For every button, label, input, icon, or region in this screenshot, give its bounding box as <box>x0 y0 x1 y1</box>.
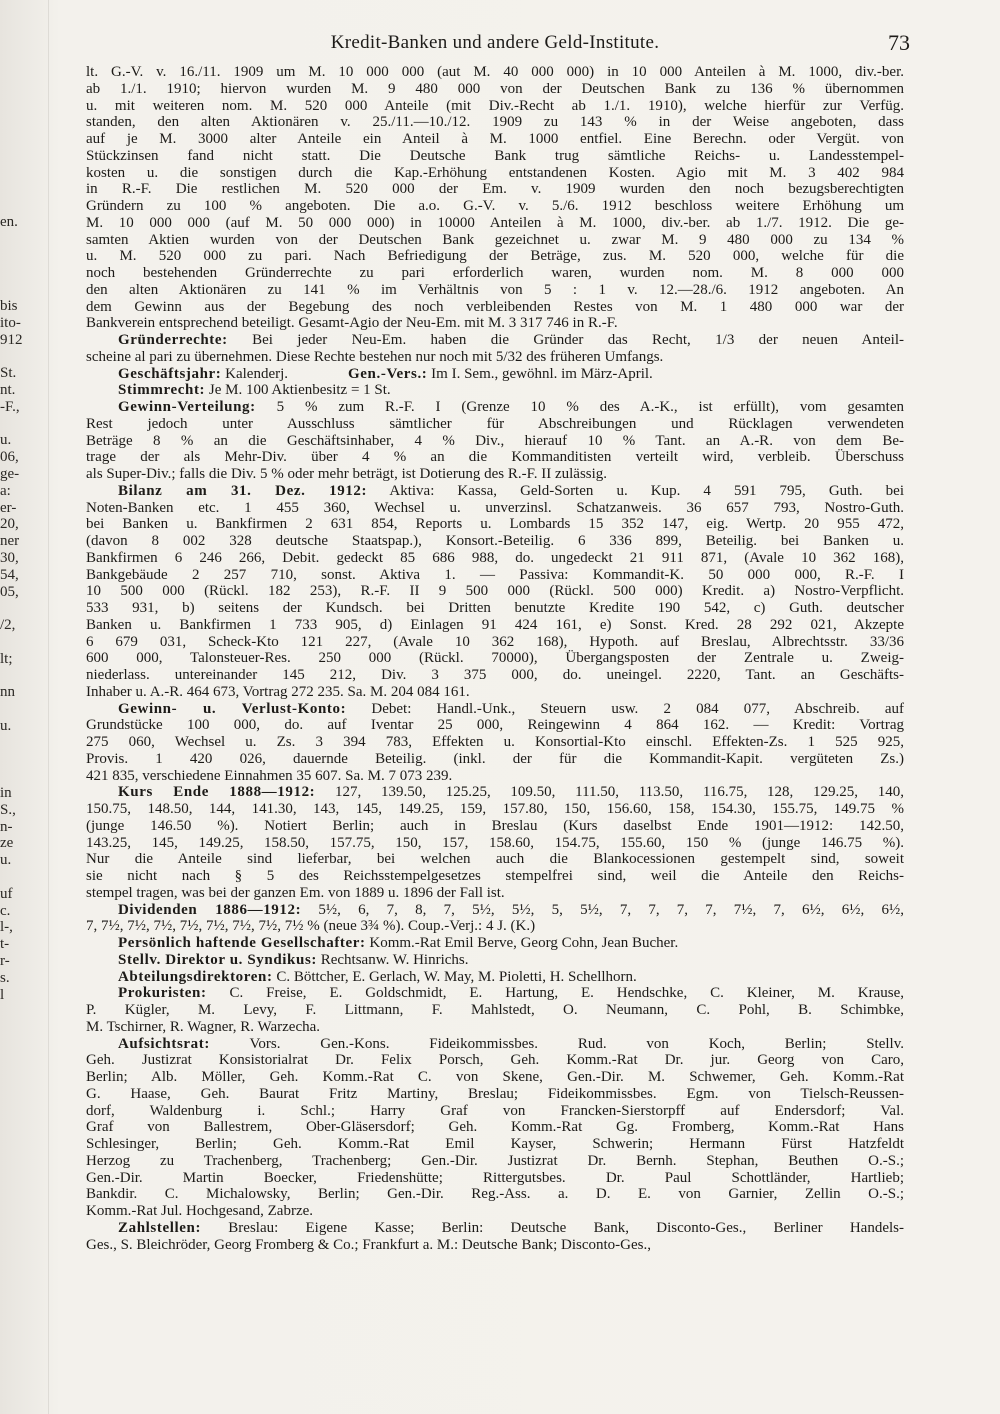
bilanz-line <box>86 617 904 634</box>
kurs-line <box>86 818 904 835</box>
paragraph-line: auf je M. 3000 alter Anteile ein Anteil à M. 1000 entfiel. Eine Berechn. oder Vergüt. von <box>86 131 904 147</box>
section-dividenden <box>86 902 904 936</box>
text-line: M. Tschirner, R. Wagner, R. Warzecha. <box>86 1018 321 1035</box>
text-line: Herzog zu Trachenberg, Trachenberg; Gen.-Dir. Justizrat Dr. Bernh. Stephan, Beuthen O.-S.; <box>86 1152 904 1169</box>
gewinnverteilung-line <box>86 416 904 433</box>
text-line: 127, 139.50, 125.25, 109.50, 111.50, 113.50, 116.75, 128, 129.25, 140, <box>315 784 904 801</box>
label-kurs: Kurs Ende 1888—1912: <box>118 784 316 801</box>
text-line: als Super-Div.; falls die Div. 5 % oder mehr beträgt, ist Dotierung des R.-F. II zulässig. <box>86 466 608 482</box>
text-line: Graf von Ballestrem, Ober-Gläsersdorf; Geh. Komm.-Rat Gg. Fromberg, Komm.-Rat Hans <box>86 1119 904 1136</box>
gewinnverteilung-line <box>86 466 904 483</box>
label-abteilung: Abteilungsdirektoren: <box>118 968 273 985</box>
header-title: Kredit-Banken und andere Geld-Institute. <box>330 32 660 53</box>
text-line: 10 500 000 (Rückl. 182 253), R.-F. II 9 500 000 (Rückl. 500 000) Kredit. a) Nostro-Verpflicht. <box>86 583 904 600</box>
section-abteilungsdirektoren <box>86 969 904 986</box>
label-dividenden: Dividenden 1886—1912: <box>118 901 302 918</box>
margin-fragment <box>0 164 44 181</box>
text-line: 143.25, 145, 149.25, 158.50, 157.75, 150, 157, 158.60, 154.75, 155.60, 150 % (junge 146.75 %). <box>86 834 904 851</box>
zahlstellen-line <box>86 1220 904 1237</box>
aufsichtsrat-line <box>86 1119 904 1136</box>
margin-fragment: S., <box>0 801 16 818</box>
text-abteilung: C. Böttcher, E. Gerlach, W. May, M. Pioletti, H. Schellhorn. <box>272 968 637 985</box>
margin-fragment <box>0 416 44 433</box>
bilanz-line <box>86 650 904 667</box>
margin-fragment: u. <box>0 852 12 869</box>
margin-fragment <box>0 735 44 752</box>
paragraph-line: Gründern zu 100 % angeboten. Die a.o. G.-V. v. 5./6. 1912 beschloss weitere Erhöhung um <box>86 198 904 214</box>
main-text <box>86 64 904 1253</box>
margin-fragment: ner <box>0 533 20 550</box>
text-genvers: Im I. Sem., gewöhnl. im März-April. <box>427 365 653 382</box>
margin-fragment: r- <box>0 953 10 970</box>
margin-fragment: /2, <box>0 617 16 634</box>
bilanz-line <box>86 550 904 567</box>
aufsichtsrat-line <box>86 1136 904 1153</box>
kurs-line <box>86 835 904 852</box>
text-line: (junge 146.50 %). Notiert Berlin; auch in Breslau (Kurs daselbst Ende 1901—1912: 142.50, <box>86 817 904 834</box>
bilanz-line <box>86 583 904 600</box>
margin-fragment <box>0 768 44 785</box>
text-line: Gen.-Dir. Martin Boecker, Friedenshütte; Rittergutsbes. Dr. Paul Schottländer, Hartlieb; <box>86 1169 904 1186</box>
bilanz-line <box>86 634 904 651</box>
aufsichtsrat-line <box>86 1036 904 1053</box>
adjacent-page-fragments <box>0 130 44 1330</box>
text-line: Inhaber u. A.-R. 464 673, Vortrag 272 235. Sa. M. 204 084 161. <box>86 683 470 700</box>
text-line: Schlesinger, Berlin; Geh. Komm.-Rat Emil Kayser, Schwerin; Hermann Fürst Hatzfeldt <box>86 1136 904 1152</box>
margin-fragment: n- <box>0 818 13 835</box>
text-line: 5 % zum R.-F. I (Grenze 10 % des A.-K., ist erfüllt), vom gesamten <box>255 399 904 415</box>
prokuristen-line <box>86 1019 904 1036</box>
text-line: scheine al pari zu übernehmen. Diese Rechte bestehen nur noch mit 5/32 des früheren Umfangs. <box>86 348 664 365</box>
page-number: 73 <box>888 30 910 55</box>
bilanz-line <box>86 567 904 584</box>
kurs-line <box>86 784 904 801</box>
label-zahlstellen: Zahlstellen: <box>118 1219 202 1236</box>
text-line: Komm.-Rat Jul. Hochgesand, Zabrze. <box>86 1203 314 1219</box>
paragraph-line: den alten Aktionären zu 141 % im Verhältnis von 5 : 1 v. 12.—28./6. 1912 angeboten. An <box>86 281 904 298</box>
paragraph-line: samten Aktien wurden von der Deutschen Bank gezeichnet u. zwar M. 9 480 000 zu 134 % <box>86 231 904 248</box>
margin-fragment: bis <box>0 297 18 314</box>
kurs-line <box>86 801 904 818</box>
margin-fragment <box>0 248 44 265</box>
kurs-line <box>86 885 904 902</box>
margin-fragment <box>0 348 44 365</box>
text-line: C. Freise, E. Goldschmidt, E. Hartung, E. Hendschke, C. Kleiner, M. Krause, <box>206 985 904 1002</box>
paragraph-line: lt. G.-V. v. 16./11. 1909 um M. 10 000 000 (aut M. 40 000 000) in 10 000 Anteilen à M. 1000, div.-ber. <box>86 64 904 80</box>
section-zahlstellen <box>86 1220 904 1254</box>
text-line: P. Kügler, M. Levy, F. Littmann, F. Mahlstedt, O. Neumann, C. Pohl, B. Schimbke, <box>86 1002 904 1018</box>
guv-line <box>86 768 904 785</box>
section-persoenlich-haftende <box>86 935 904 952</box>
paragraph-line: Stückzinsen fand nicht statt. Die Deutsche Bank trug sämtliche Reichs- u. Landesstempel- <box>86 147 904 164</box>
page-gutter <box>48 0 49 1414</box>
label-stimmrecht: Stimmrecht: <box>118 382 206 399</box>
aufsichtsrat-line <box>86 1086 904 1103</box>
text-geschaeftsjahr: Kalenderj. <box>221 365 289 382</box>
margin-fragment: c. <box>0 902 11 919</box>
margin-fragment: 05, <box>0 583 19 600</box>
paragraph-line: Bankverein entsprechend beteiligt. Gesamt-Agio der Neu-Em. mit M. 3 317 746 in R.-F. <box>86 315 618 332</box>
margin-fragment: 54, <box>0 566 19 583</box>
guv-line <box>86 701 904 718</box>
text-line: G. Haase, Geh. Baurat Fritz Martiny, Breslau; Fideikommissbes. Egm. von Tielsch-Reussen- <box>86 1085 904 1102</box>
section-stellv-direktor <box>86 952 904 969</box>
text-line: Provis. 1 420 026, dauernde Beteilig. (inkl. der für die Kommandit-Kapit. vergüteten Zs.) <box>86 750 904 767</box>
text-line: Debet: Handl.-Unk., Steuern usw. 2 084 077, Abschreib. auf <box>346 700 904 717</box>
running-header <box>80 28 910 58</box>
text-line: Grundstücke 100 000, do. auf Iventar 25 000, Reingewinn 4 864 162. — Kredit: Vortrag <box>86 717 904 734</box>
text-line: Bankdir. C. Michalowsky, Berlin; Gen.-Dir. Reg.-Ass. a. D. E. von Garnier, Zellin O.-S.; <box>86 1186 904 1203</box>
paragraph-line: dem Gewinn aus der Begebung des noch verbleibenden Restes von M. 1 480 000 war der <box>86 298 904 315</box>
bilanz-line <box>86 667 904 684</box>
aufsichtsrat-line <box>86 1069 904 1086</box>
margin-fragment <box>0 130 44 147</box>
margin-fragment <box>0 281 44 298</box>
text-line: 533 931, b) seitens der Kundsch. bei Dritten benutzte Kredite 190 542, c) Guth. deutscher <box>86 600 904 616</box>
aufsichtsrat-line <box>86 1186 904 1203</box>
text-line: 275 060, Wechsel u. Zs. 3 394 783, Effekten u. Konsortial-Kto einschl. Effekten-Zs. 1 525 925, <box>86 734 904 750</box>
paragraph-line: u. M. 520 000 zu pari. Nach Befriedigung der Beträge, zus. M. 520 000, welche für die <box>86 248 904 265</box>
section-prokuristen <box>86 985 904 1035</box>
text-line: 5½, 6, 7, 8, 7, 5½, 5½, 5, 5½, 7, 7, 7, 7, 7½, 7, 6½, 6½, 6½, <box>301 901 904 918</box>
margin-fragment: l-, <box>0 919 13 936</box>
bilanz-line <box>86 516 904 533</box>
margin-fragment: 20, <box>0 516 19 533</box>
label-stellv: Stellv. Direktor u. Syndikus: <box>118 951 317 968</box>
label-prokuristen: Prokuristen: <box>118 985 207 1002</box>
text-line: Banken u. Bankfirmen 1 733 905, d) Einlagen 91 424 161, e) Sonst. Kred. 28 292 021, Akzepte <box>86 616 904 633</box>
label-bilanz: Bilanz am 31. Dez. 1912: <box>118 482 368 499</box>
text-line: (davon 8 002 328 deutsche Staatspap.), Konsort.-Beteilig. 6 336 899, Beteilig. bei Banken u. <box>86 533 904 549</box>
text-line: 7, 7½, 7½, 7½, 7½, 7½, 7½, 7½, 7½ % (neue 3¾ %). Coup.-Verj.: 4 J. (K.) <box>86 918 536 935</box>
paragraph-line: u. mit weiteren nom. M. 520 000 Anteile (mit Div.-Recht ab 1./1. 1910), welche hierfür zur Verfüg. <box>86 97 904 114</box>
label-aufsichtsrat: Aufsichtsrat: <box>118 1035 210 1052</box>
margin-fragment: u. <box>0 717 12 734</box>
label-gewinnverteilung: Gewinn-Verteilung: <box>118 399 256 415</box>
margin-fragment <box>0 147 44 164</box>
guv-line <box>86 717 904 734</box>
section-aufsichtsrat <box>86 1036 904 1220</box>
text-line: Geh. Justizrat Konsistorialrat Dr. Felix Porsch, Geh. Komm.-Rat Dr. jur. Georg von Caro, <box>86 1052 904 1069</box>
bilanz-line <box>86 600 904 617</box>
paragraph-line: M. 10 000 000 (auf M. 50 000 000) in 10000 Anteilen à M. 1000, div.-ber. ab 1./7. 1912. Die ge- <box>86 214 904 231</box>
text-line: Breslau: Eigene Kasse; Berlin: Deutsche Bank, Disconto-Ges., Berliner Handels- <box>201 1219 904 1236</box>
aufsichtsrat-line <box>86 1153 904 1170</box>
margin-fragment <box>0 600 44 617</box>
text-line: sie nicht nach § 5 des Reichsstempelgesetzes stempelfrei sind, weil die Anteile den Reichs- <box>86 868 904 884</box>
label-guv: Gewinn- u. Verlust-Konto: <box>118 700 347 717</box>
text-line: 6 679 031, Scheck-Kto 121 227, (Avale 10 362 168), Hypoth. auf Breslau, Albrechtsstr. 33/36 <box>86 633 904 650</box>
margin-fragment: a: <box>0 482 11 499</box>
margin-fragment: ge- <box>0 465 20 482</box>
margin-fragment: er- <box>0 499 17 516</box>
margin-fragment <box>0 634 44 651</box>
bilanz-line <box>86 684 904 701</box>
margin-fragment: 30, <box>0 549 19 566</box>
zahlstellen-line <box>86 1237 904 1254</box>
text-line: Beträge 8 % an die Geschäftsinhaber, 4 % Div., hierauf 10 % Tant. an A.-R. von dem Be- <box>86 432 904 449</box>
paragraph-line: standen, den alten Aktionären v. 25./11.—10./12. 1909 zu 143 % in der Weise angeboten, dass <box>86 114 904 131</box>
text-line: trage der als Mehr-Div. über 4 % an die Kommanditisten verteilt wird, verbleib. Überschuss <box>86 449 904 466</box>
paragraph-line: noch bestehenden Gründerrechte zu pari erforderlich waren, wurden nom. M. 8 000 000 <box>86 265 904 281</box>
margin-fragment <box>0 869 44 886</box>
bilanz-line <box>86 483 904 500</box>
text-line: Nur die Anteile sind lieferbar, bei welchen auch die Blankocessionen gestempelt sind, soweit <box>86 851 904 868</box>
text-line: 600 000, Talonsteuer-Res. 250 000 (Rückl. 70000), Übergangsposten der Zentrale u. Zweig- <box>86 650 904 667</box>
gewinnverteilung-line <box>86 449 904 466</box>
section-gewinn-verlust-konto <box>86 701 904 785</box>
margin-fragment: in <box>0 785 12 802</box>
text-stellv: Rechtsanw. W. Hinrichs. <box>316 951 469 968</box>
text-stimmrecht: Je M. 100 Aktienbesitz = 1 St. <box>205 382 391 399</box>
dividenden-line <box>86 918 904 935</box>
label-genvers: Gen.-Vers.: <box>348 365 428 382</box>
section-stimmrecht <box>86 382 904 399</box>
text-line: Rest jedoch unter Ausschluss sämtlicher für Abschreibungen und Rücklagen verwendeten <box>86 415 904 432</box>
aufsichtsrat-line <box>86 1103 904 1120</box>
margin-fragment: ze <box>0 835 14 852</box>
text-persoenlich: Komm.-Rat Emil Berve, Georg Cohn, Jean Bucher. <box>365 935 679 951</box>
margin-fragment <box>0 701 44 718</box>
margin-fragment: ito- <box>0 314 21 331</box>
section-bilanz <box>86 483 904 701</box>
margin-fragment: l <box>0 986 5 1003</box>
text-line: Bankfirmen 6 246 266, Debit. gedeckt 85 686 988, do. ungedeckt 21 911 871, (Avale 10 362 168), <box>86 549 904 566</box>
text-line: 421 835, verschiedene Einnahmen 35 607. Sa. M. 7 073 239. <box>86 767 453 784</box>
kurs-line <box>86 851 904 868</box>
margin-fragment: s. <box>0 969 10 986</box>
dividenden-line <box>86 902 904 919</box>
margin-fragment: uf <box>0 885 13 902</box>
text-line: dorf, Waldenburg i. Schl.; Harry Graf von Francken-Sierstorpff auf Endersdorf; Val. <box>86 1102 904 1119</box>
section-gruenderrechte <box>86 332 904 366</box>
label-gruenderrechte: Gründerrechte: <box>118 332 228 348</box>
text-line: Noten-Banken etc. 1 455 360, Wechsel u. unverzinsl. Schatzanweis. 36 657 793, Nostro-Guth. <box>86 499 904 516</box>
bilanz-line <box>86 500 904 517</box>
margin-fragment: nn <box>0 684 15 701</box>
paragraph-line: kosten u. die sonstigen durch die Kap.-Erhöhung entstandenen Kosten. Agio mit M. 3 402 984 <box>86 164 904 181</box>
gewinnverteilung-line <box>86 399 904 416</box>
text-line: bei Banken u. Bankfirmen 2 631 854, Reports u. Lombards 15 352 147, eig. Wertp. 20 955 472, <box>86 516 904 533</box>
label-persoenlich: Persönlich haftende Gesellschafter: <box>118 935 366 951</box>
margin-fragment: t- <box>0 936 10 953</box>
section-kurs <box>86 784 904 901</box>
section-gewinnverteilung <box>86 399 904 483</box>
margin-fragment: nt. <box>0 381 16 398</box>
text-line: Berlin; Alb. Möller, Geh. Komm.-Rat C. von Skene, Gen.-Dir. M. Schwemer, Geh. Komm.-Rat <box>86 1069 904 1085</box>
text-line: Vors. Gen.-Kons. Fideikommissbes. Rud. von Koch, Berlin; Stellv. <box>209 1035 904 1052</box>
gewinnverteilung-line <box>86 433 904 450</box>
prokuristen-line <box>86 985 904 1002</box>
margin-fragment: lt; <box>0 650 13 667</box>
kurs-line <box>86 868 904 885</box>
label-geschaeftsjahr: Geschäftsjahr: <box>118 365 222 382</box>
margin-fragment: u. <box>0 432 12 449</box>
margin-fragment: -F., <box>0 398 20 415</box>
margin-fragment: en. <box>0 213 18 230</box>
section-geschaeftsjahr <box>86 366 904 383</box>
aufsichtsrat-line <box>86 1052 904 1069</box>
margin-fragment <box>0 197 44 214</box>
text-line: niederlass. untereinander 145 212, Div. 3 375 000, do. uneingel. 2220, Tant. an Geschäfts- <box>86 667 904 683</box>
text-line: Bankgebäude 2 257 710, sonst. Aktiva 1. — Passiva: Kommandit-K. 50 000 000, R.-F. I <box>86 566 904 583</box>
margin-fragment <box>0 180 44 197</box>
margin-fragment <box>0 231 44 248</box>
bilanz-line <box>86 533 904 550</box>
text-line: stempel tragen, was bei der ganzen Em. von 1889 u. 1896 der Fall ist. <box>86 884 505 901</box>
aufsichtsrat-line <box>86 1170 904 1187</box>
text-line: 150.75, 148.50, 144, 141.30, 143, 145, 149.25, 159, 157.80, 150, 156.60, 158, 154.30, 155.75, 149.75 % <box>86 801 904 817</box>
text-line: Aktiva: Kassa, Geld-Sorten u. Kup. 4 591 795, Guth. bei <box>367 482 904 499</box>
margin-fragment <box>0 264 44 281</box>
margin-fragment: 912 <box>0 331 23 348</box>
margin-fragment: St. <box>0 365 17 382</box>
text-line: Ges., S. Bleichröder, Georg Fromberg & Co.; Frankfurt a. M.: Deutsche Bank; Disconto-Ges., <box>86 1236 652 1253</box>
paragraph-capital <box>86 64 904 332</box>
text-line: Bei jeder Neu-Em. haben die Gründer das Recht, 1/3 der neuen Anteil- <box>227 332 904 348</box>
guv-line <box>86 751 904 768</box>
margin-fragment <box>0 668 44 685</box>
paragraph-line: ab 1./1. 1910; hiervon wurden M. 9 480 000 von der Deutschen Bank zu 136 % übernommen <box>86 80 904 97</box>
margin-fragment <box>0 751 44 768</box>
paragraph-line: in R.-F. Die restlichen M. 520 000 der Em. v. 1909 wurden den noch bezugsberechtigten <box>86 181 904 198</box>
aufsichtsrat-line <box>86 1203 904 1220</box>
prokuristen-line <box>86 1002 904 1019</box>
margin-fragment: 06, <box>0 449 19 466</box>
guv-line <box>86 734 904 751</box>
